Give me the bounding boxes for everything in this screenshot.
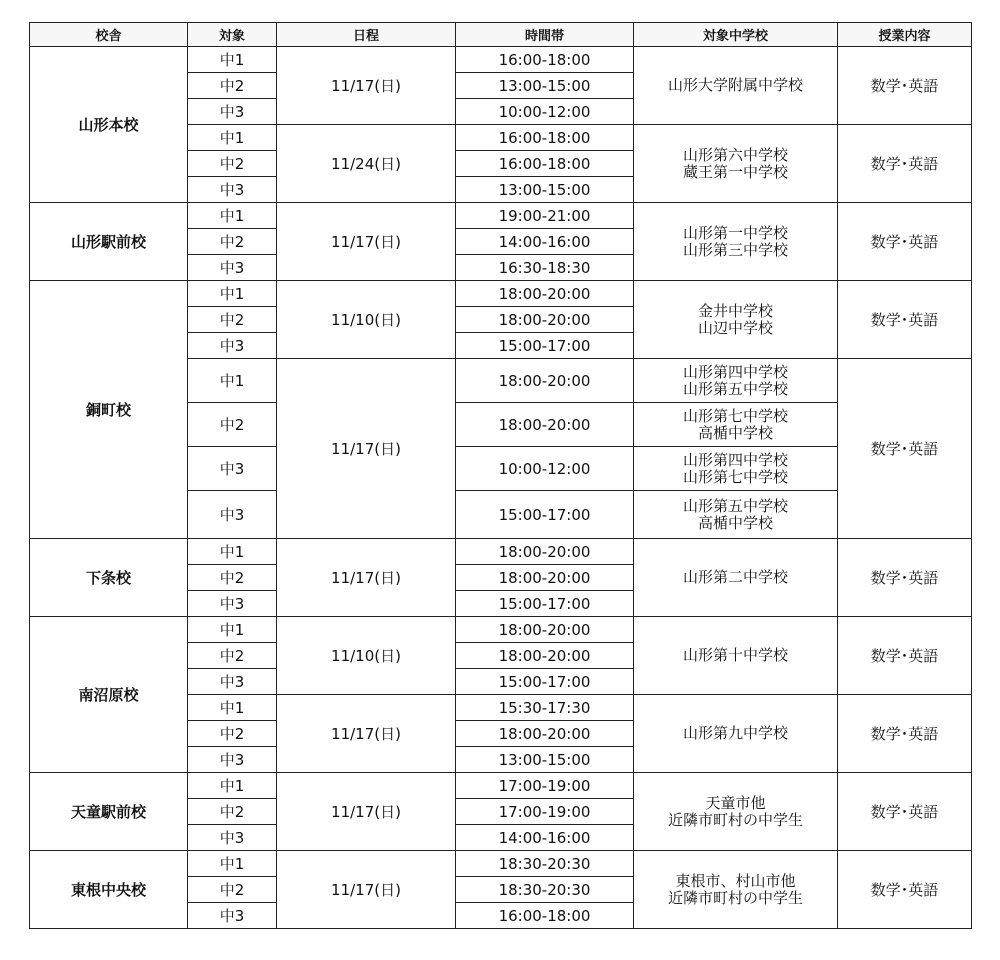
time-cell: 10:00-12:00 xyxy=(456,99,634,125)
header-target: 対象 xyxy=(188,23,277,47)
grade-cell: 中3 xyxy=(188,177,277,203)
time-cell: 18:00-20:00 xyxy=(456,359,634,403)
school-name: 近隣市町村の中学生 xyxy=(667,810,803,829)
grade-cell: 中2 xyxy=(188,403,277,447)
schools-cell xyxy=(634,539,838,617)
time-cell: 19:00-21:00 xyxy=(456,203,634,229)
time-cell: 18:00-20:00 xyxy=(456,403,634,447)
campus-name: 下条校 xyxy=(30,539,188,617)
school-name: 山形第四中学校 xyxy=(682,362,788,381)
date-cell: 11/10(日) xyxy=(277,617,456,695)
subject-cell: 数学･英語 xyxy=(838,851,972,929)
time-cell: 10:00-12:00 xyxy=(456,447,634,491)
schedule-row xyxy=(30,851,972,877)
schedule-row xyxy=(30,47,972,73)
grade-cell: 中2 xyxy=(188,877,277,903)
time-cell: 15:00-17:00 xyxy=(456,591,634,617)
schedule-row xyxy=(30,281,972,307)
time-cell: 17:00-19:00 xyxy=(456,799,634,825)
time-cell: 16:00-18:00 xyxy=(456,903,634,929)
school-name: 山形第九中学校 xyxy=(682,724,788,742)
header-subject: 授業内容 xyxy=(838,23,972,47)
school-name: 山形第五中学校 xyxy=(682,379,788,398)
grade-cell: 中1 xyxy=(188,851,277,877)
school-name: 高楯中学校 xyxy=(697,513,773,532)
time-cell: 15:30-17:30 xyxy=(456,695,634,721)
schools-cell xyxy=(634,125,838,203)
time-cell: 18:00-20:00 xyxy=(456,565,634,591)
grade-cell: 中3 xyxy=(188,825,277,851)
time-cell: 16:00-18:00 xyxy=(456,47,634,73)
schedule-row xyxy=(30,617,972,643)
grade-cell: 中3 xyxy=(188,255,277,281)
school-name: 蔵王第一中学校 xyxy=(682,162,788,181)
campus-name: 南沼原校 xyxy=(30,617,188,773)
grade-cell: 中2 xyxy=(188,643,277,669)
school-name: 東根市、村山市他 xyxy=(675,871,796,890)
header-time: 時間帯 xyxy=(456,23,634,47)
school-name: 山形第三中学校 xyxy=(682,240,788,259)
grade-cell: 中1 xyxy=(188,617,277,643)
campus-name: 東根中央校 xyxy=(30,851,188,929)
grade-cell: 中2 xyxy=(188,799,277,825)
grade-cell: 中3 xyxy=(188,447,277,491)
time-cell: 16:30-18:30 xyxy=(456,255,634,281)
grade-cell: 中2 xyxy=(188,229,277,255)
time-cell: 13:00-15:00 xyxy=(456,177,634,203)
grade-cell: 中2 xyxy=(188,307,277,333)
date-cell: 11/17(日) xyxy=(277,47,456,125)
schools-cell xyxy=(634,203,838,281)
grade-cell: 中3 xyxy=(188,491,277,539)
subject-cell: 数学･英語 xyxy=(838,203,972,281)
grade-cell: 中3 xyxy=(188,99,277,125)
time-cell: 15:00-17:00 xyxy=(456,491,634,539)
grade-cell: 中3 xyxy=(188,591,277,617)
time-cell: 18:00-20:00 xyxy=(456,643,634,669)
school-name: 山形第一中学校 xyxy=(682,223,788,242)
date-cell: 11/17(日) xyxy=(277,203,456,281)
grade-cell: 中3 xyxy=(188,669,277,695)
time-cell: 14:00-16:00 xyxy=(456,229,634,255)
subject-cell: 数学･英語 xyxy=(838,773,972,851)
grade-cell: 中2 xyxy=(188,151,277,177)
grade-cell: 中3 xyxy=(188,333,277,359)
schools-cell xyxy=(634,447,838,491)
date-cell: 11/17(日) xyxy=(277,851,456,929)
subject-cell: 数学･英語 xyxy=(838,125,972,203)
time-cell: 18:00-20:00 xyxy=(456,281,634,307)
time-cell: 16:00-18:00 xyxy=(456,125,634,151)
schools-cell xyxy=(634,773,838,851)
school-name: 山形第四中学校 xyxy=(682,450,788,469)
date-cell: 11/17(日) xyxy=(277,539,456,617)
time-cell: 18:00-20:00 xyxy=(456,617,634,643)
school-name: 山形第五中学校 xyxy=(682,496,788,515)
grade-cell: 中1 xyxy=(188,695,277,721)
schedule-table xyxy=(29,22,972,929)
campus-name: 山形駅前校 xyxy=(30,203,188,281)
date-cell: 11/17(日) xyxy=(277,773,456,851)
grade-cell: 中1 xyxy=(188,539,277,565)
schools-cell xyxy=(634,47,838,125)
header-schools: 対象中学校 xyxy=(634,23,838,47)
date-cell: 11/24(日) xyxy=(277,125,456,203)
time-cell: 18:00-20:00 xyxy=(456,307,634,333)
subject-cell: 数学･英語 xyxy=(838,359,972,539)
campus-name: 銅町校 xyxy=(30,281,188,539)
subject-cell: 数学･英語 xyxy=(838,617,972,695)
school-name: 山形大学附属中学校 xyxy=(667,76,803,94)
grade-cell: 中1 xyxy=(188,47,277,73)
schools-cell xyxy=(634,403,838,447)
schools-cell xyxy=(634,281,838,359)
time-cell: 18:30-20:30 xyxy=(456,877,634,903)
time-cell: 18:30-20:30 xyxy=(456,851,634,877)
grade-cell: 中2 xyxy=(188,565,277,591)
header-campus: 校舎 xyxy=(30,23,188,47)
school-name: 山形第七中学校 xyxy=(682,406,788,425)
time-cell: 16:00-18:00 xyxy=(456,151,634,177)
schools-cell xyxy=(634,617,838,695)
grade-cell: 中3 xyxy=(188,747,277,773)
subject-cell: 数学･英語 xyxy=(838,281,972,359)
schools-cell xyxy=(634,491,838,539)
grade-cell: 中2 xyxy=(188,721,277,747)
time-cell: 15:00-17:00 xyxy=(456,669,634,695)
time-cell: 17:00-19:00 xyxy=(456,773,634,799)
date-cell: 11/17(日) xyxy=(277,695,456,773)
schedule-row xyxy=(30,539,972,565)
school-name: 山形第二中学校 xyxy=(682,568,788,586)
school-name: 山形第六中学校 xyxy=(682,145,788,164)
date-cell: 11/17(日) xyxy=(277,359,456,539)
campus-name: 天童駅前校 xyxy=(30,773,188,851)
grade-cell: 中3 xyxy=(188,903,277,929)
school-name: 山形第十中学校 xyxy=(682,646,788,664)
grade-cell: 中1 xyxy=(188,359,277,403)
time-cell: 15:00-17:00 xyxy=(456,333,634,359)
school-name: 近隣市町村の中学生 xyxy=(667,888,803,907)
time-cell: 13:00-15:00 xyxy=(456,747,634,773)
campus-name: 山形本校 xyxy=(30,47,188,203)
school-name: 天童市他 xyxy=(705,793,766,812)
header-date: 日程 xyxy=(277,23,456,47)
school-name: 金井中学校 xyxy=(697,301,773,320)
schools-cell xyxy=(634,695,838,773)
grade-cell: 中1 xyxy=(188,773,277,799)
schedule-row xyxy=(30,203,972,229)
schools-cell xyxy=(634,359,838,403)
subject-cell: 数学･英語 xyxy=(838,695,972,773)
time-cell: 18:00-20:00 xyxy=(456,539,634,565)
header-row xyxy=(30,23,972,47)
school-name: 山形第七中学校 xyxy=(682,467,788,486)
school-name: 高楯中学校 xyxy=(697,423,773,442)
date-cell: 11/10(日) xyxy=(277,281,456,359)
grade-cell: 中2 xyxy=(188,73,277,99)
subject-cell: 数学･英語 xyxy=(838,539,972,617)
time-cell: 13:00-15:00 xyxy=(456,73,634,99)
time-cell: 14:00-16:00 xyxy=(456,825,634,851)
school-name: 山辺中学校 xyxy=(697,318,773,337)
schedule-row xyxy=(30,773,972,799)
grade-cell: 中1 xyxy=(188,203,277,229)
schedule-body xyxy=(30,47,972,929)
time-cell: 18:00-20:00 xyxy=(456,721,634,747)
schools-cell xyxy=(634,851,838,929)
subject-cell: 数学･英語 xyxy=(838,47,972,125)
grade-cell: 中1 xyxy=(188,281,277,307)
grade-cell: 中1 xyxy=(188,125,277,151)
